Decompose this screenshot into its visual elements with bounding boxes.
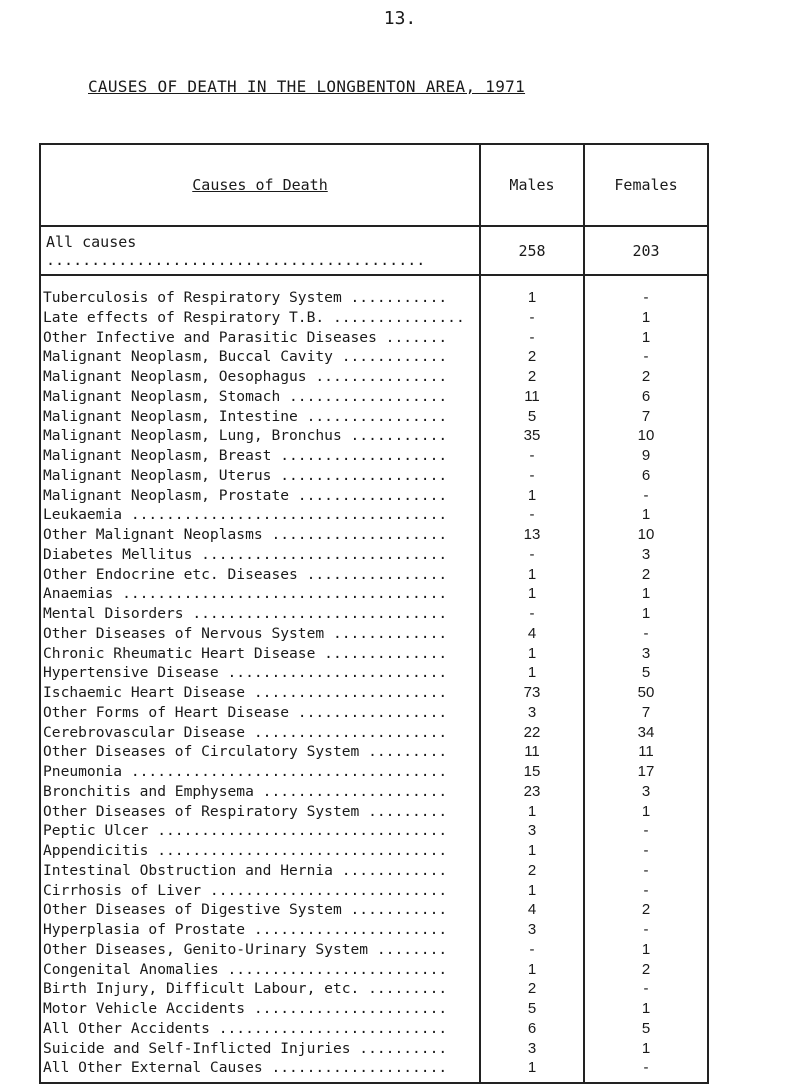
females-cell: 1 <box>584 999 708 1019</box>
males-cell: - <box>480 545 584 565</box>
males-cell: 1 <box>480 644 584 664</box>
females-cell: 34 <box>584 723 708 743</box>
cause-cell: Malignant Neoplasm, Lung, Bronchus ........... <box>40 426 480 446</box>
females-cell: 9 <box>584 446 708 466</box>
males-cell: 15 <box>480 762 584 782</box>
cause-cell: Other Diseases of Circulatory System ......... <box>40 742 480 762</box>
table-row <box>40 1039 708 1059</box>
table-row <box>40 703 708 723</box>
table-row <box>40 407 708 427</box>
table-row <box>40 644 708 664</box>
females-cell: 1 <box>584 940 708 960</box>
females-cell: 2 <box>584 900 708 920</box>
females-cell: 3 <box>584 545 708 565</box>
females-cell: - <box>584 821 708 841</box>
cause-cell: Birth Injury, Difficult Labour, etc. ......... <box>40 979 480 999</box>
table-row <box>40 979 708 999</box>
page-number: 13. <box>383 8 417 29</box>
females-cell: - <box>584 979 708 999</box>
cause-cell: Mental Disorders ............................. <box>40 604 480 624</box>
table-row <box>40 505 708 525</box>
cause-cell: All Other Accidents .......................... <box>40 1019 480 1039</box>
header-females: Females <box>584 144 708 226</box>
males-cell: 6 <box>480 1019 584 1039</box>
males-cell: 2 <box>480 367 584 387</box>
cause-cell: Hyperplasia of Prostate ...................... <box>40 920 480 940</box>
table-row <box>40 762 708 782</box>
table-row <box>40 920 708 940</box>
males-cell: - <box>480 308 584 328</box>
females-cell: 3 <box>584 644 708 664</box>
cause-cell: Malignant Neoplasm, Prostate ................. <box>40 486 480 506</box>
table-row <box>40 275 708 308</box>
cause-cell: Malignant Neoplasm, Buccal Cavity ............ <box>40 347 480 367</box>
males-cell: 23 <box>480 782 584 802</box>
males-cell: 22 <box>480 723 584 743</box>
females-cell: 1 <box>584 328 708 348</box>
females-cell: 6 <box>584 387 708 407</box>
cause-cell: Cirrhosis of Liver ........................... <box>40 881 480 901</box>
table-row <box>40 999 708 1019</box>
males-cell: 1 <box>480 275 584 308</box>
females-cell: 1 <box>584 802 708 822</box>
males-cell: - <box>480 446 584 466</box>
males-cell: - <box>480 466 584 486</box>
females-cell: - <box>584 1058 708 1083</box>
males-cell: 1 <box>480 1058 584 1083</box>
cause-rows <box>40 275 708 1083</box>
cause-cell: Malignant Neoplasm, Uterus ................... <box>40 466 480 486</box>
table-row <box>40 742 708 762</box>
cause-cell: Anaemias ..................................... <box>40 584 480 604</box>
males-cell: 11 <box>480 387 584 407</box>
cause-cell: Intestinal Obstruction and Hernia ............ <box>40 861 480 881</box>
table-header-row <box>40 144 708 226</box>
cause-cell: Hypertensive Disease ......................... <box>40 663 480 683</box>
females-cell: 7 <box>584 407 708 427</box>
table-row <box>40 663 708 683</box>
males-cell: 1 <box>480 565 584 585</box>
cause-cell: Appendicitis ................................. <box>40 841 480 861</box>
males-cell: 2 <box>480 979 584 999</box>
table-row <box>40 347 708 367</box>
females-cell: - <box>584 486 708 506</box>
table-row <box>40 881 708 901</box>
females-cell: 17 <box>584 762 708 782</box>
females-cell: 50 <box>584 683 708 703</box>
table-row <box>40 802 708 822</box>
cause-cell: Chronic Rheumatic Heart Disease .............. <box>40 644 480 664</box>
females-cell: 5 <box>584 1019 708 1039</box>
males-cell: 73 <box>480 683 584 703</box>
males-cell: 11 <box>480 742 584 762</box>
cause-cell: All Other External Causes .................... <box>40 1058 480 1083</box>
table-row <box>40 940 708 960</box>
males-cell: 1 <box>480 663 584 683</box>
females-cell: 3 <box>584 782 708 802</box>
females-cell: 7 <box>584 703 708 723</box>
males-cell: - <box>480 505 584 525</box>
cause-cell: Other Infective and Parasitic Diseases ....... <box>40 328 480 348</box>
males-cell: 3 <box>480 1039 584 1059</box>
males-cell: 1 <box>480 584 584 604</box>
table-row <box>40 960 708 980</box>
males-cell: 3 <box>480 703 584 723</box>
cause-cell: Cerebrovascular Disease ...................... <box>40 723 480 743</box>
table-row <box>40 604 708 624</box>
males-cell: 5 <box>480 407 584 427</box>
total-label: All causes .......................................... <box>40 226 480 275</box>
females-cell: - <box>584 920 708 940</box>
causes-of-death-table <box>39 143 709 1084</box>
table-row <box>40 1019 708 1039</box>
cause-cell: Other Forms of Heart Disease ................. <box>40 703 480 723</box>
males-cell: - <box>480 328 584 348</box>
cause-cell: Malignant Neoplasm, Stomach .................. <box>40 387 480 407</box>
males-cell: 1 <box>480 802 584 822</box>
females-cell: 6 <box>584 466 708 486</box>
cause-cell: Leukaemia .................................... <box>40 505 480 525</box>
table-row <box>40 821 708 841</box>
total-row <box>40 226 708 275</box>
cause-cell: Other Endocrine etc. Diseases ................ <box>40 565 480 585</box>
females-cell: 10 <box>584 426 708 446</box>
females-cell: - <box>584 275 708 308</box>
total-males: 258 <box>480 226 584 275</box>
cause-cell: Suicide and Self-Inflicted Injuries .......... <box>40 1039 480 1059</box>
table-row <box>40 545 708 565</box>
table-row <box>40 426 708 446</box>
table-row <box>40 565 708 585</box>
cause-cell: Congenital Anomalies ......................... <box>40 960 480 980</box>
females-cell: 2 <box>584 960 708 980</box>
cause-cell: Other Malignant Neoplasms .................... <box>40 525 480 545</box>
causes-of-death-table-wrapper <box>39 143 707 1084</box>
females-cell: 1 <box>584 308 708 328</box>
table-row <box>40 328 708 348</box>
table-row <box>40 387 708 407</box>
cause-cell: Pneumonia .................................... <box>40 762 480 782</box>
table-row <box>40 861 708 881</box>
males-cell: 1 <box>480 960 584 980</box>
total-females: 203 <box>584 226 708 275</box>
females-cell: 1 <box>584 584 708 604</box>
document-title: CAUSES OF DEATH IN THE LONGBENTON AREA, 1971 <box>88 77 526 96</box>
males-cell: 2 <box>480 347 584 367</box>
males-cell: 1 <box>480 841 584 861</box>
cause-cell: Other Diseases of Digestive System ........... <box>40 900 480 920</box>
table-row <box>40 782 708 802</box>
cause-cell: Malignant Neoplasm, Oesophagus ............... <box>40 367 480 387</box>
table-row <box>40 841 708 861</box>
table-row <box>40 367 708 387</box>
females-cell: - <box>584 347 708 367</box>
males-cell: 1 <box>480 881 584 901</box>
females-cell: - <box>584 624 708 644</box>
males-cell: - <box>480 940 584 960</box>
cause-cell: Peptic Ulcer ................................. <box>40 821 480 841</box>
males-cell: 35 <box>480 426 584 446</box>
header-males: Males <box>480 144 584 226</box>
cause-cell: Malignant Neoplasm, Intestine ................ <box>40 407 480 427</box>
females-cell: - <box>584 881 708 901</box>
cause-cell: Bronchitis and Emphysema ..................... <box>40 782 480 802</box>
table-row <box>40 624 708 644</box>
males-cell: 13 <box>480 525 584 545</box>
females-cell: 10 <box>584 525 708 545</box>
males-cell: 3 <box>480 920 584 940</box>
males-cell: 2 <box>480 861 584 881</box>
table-row <box>40 1058 708 1083</box>
table-row <box>40 683 708 703</box>
females-cell: 1 <box>584 604 708 624</box>
males-cell: 4 <box>480 900 584 920</box>
females-cell: 1 <box>584 1039 708 1059</box>
cause-cell: Diabetes Mellitus ............................ <box>40 545 480 565</box>
cause-cell: Other Diseases of Nervous System ............. <box>40 624 480 644</box>
males-cell: 5 <box>480 999 584 1019</box>
cause-cell: Malignant Neoplasm, Breast ................... <box>40 446 480 466</box>
table-row <box>40 486 708 506</box>
table-row <box>40 584 708 604</box>
table-row <box>40 446 708 466</box>
males-cell: 4 <box>480 624 584 644</box>
cause-cell: Other Diseases of Respiratory System ......... <box>40 802 480 822</box>
table-row <box>40 900 708 920</box>
cause-cell: Tuberculosis of Respiratory System ........... <box>40 275 480 308</box>
females-cell: 2 <box>584 367 708 387</box>
cause-cell: Ischaemic Heart Disease ...................... <box>40 683 480 703</box>
table-row <box>40 466 708 486</box>
females-cell: 1 <box>584 505 708 525</box>
females-cell: 11 <box>584 742 708 762</box>
table-row <box>40 723 708 743</box>
females-cell: - <box>584 841 708 861</box>
table-row <box>40 525 708 545</box>
cause-cell: Motor Vehicle Accidents ...................... <box>40 999 480 1019</box>
header-causes: Causes of Death <box>40 144 480 226</box>
males-cell: - <box>480 604 584 624</box>
females-cell: - <box>584 861 708 881</box>
males-cell: 1 <box>480 486 584 506</box>
females-cell: 5 <box>584 663 708 683</box>
females-cell: 2 <box>584 565 708 585</box>
cause-cell: Other Diseases, Genito-Urinary System ........ <box>40 940 480 960</box>
males-cell: 3 <box>480 821 584 841</box>
table-row <box>40 308 708 328</box>
cause-cell: Late effects of Respiratory T.B. ............... <box>40 308 480 328</box>
